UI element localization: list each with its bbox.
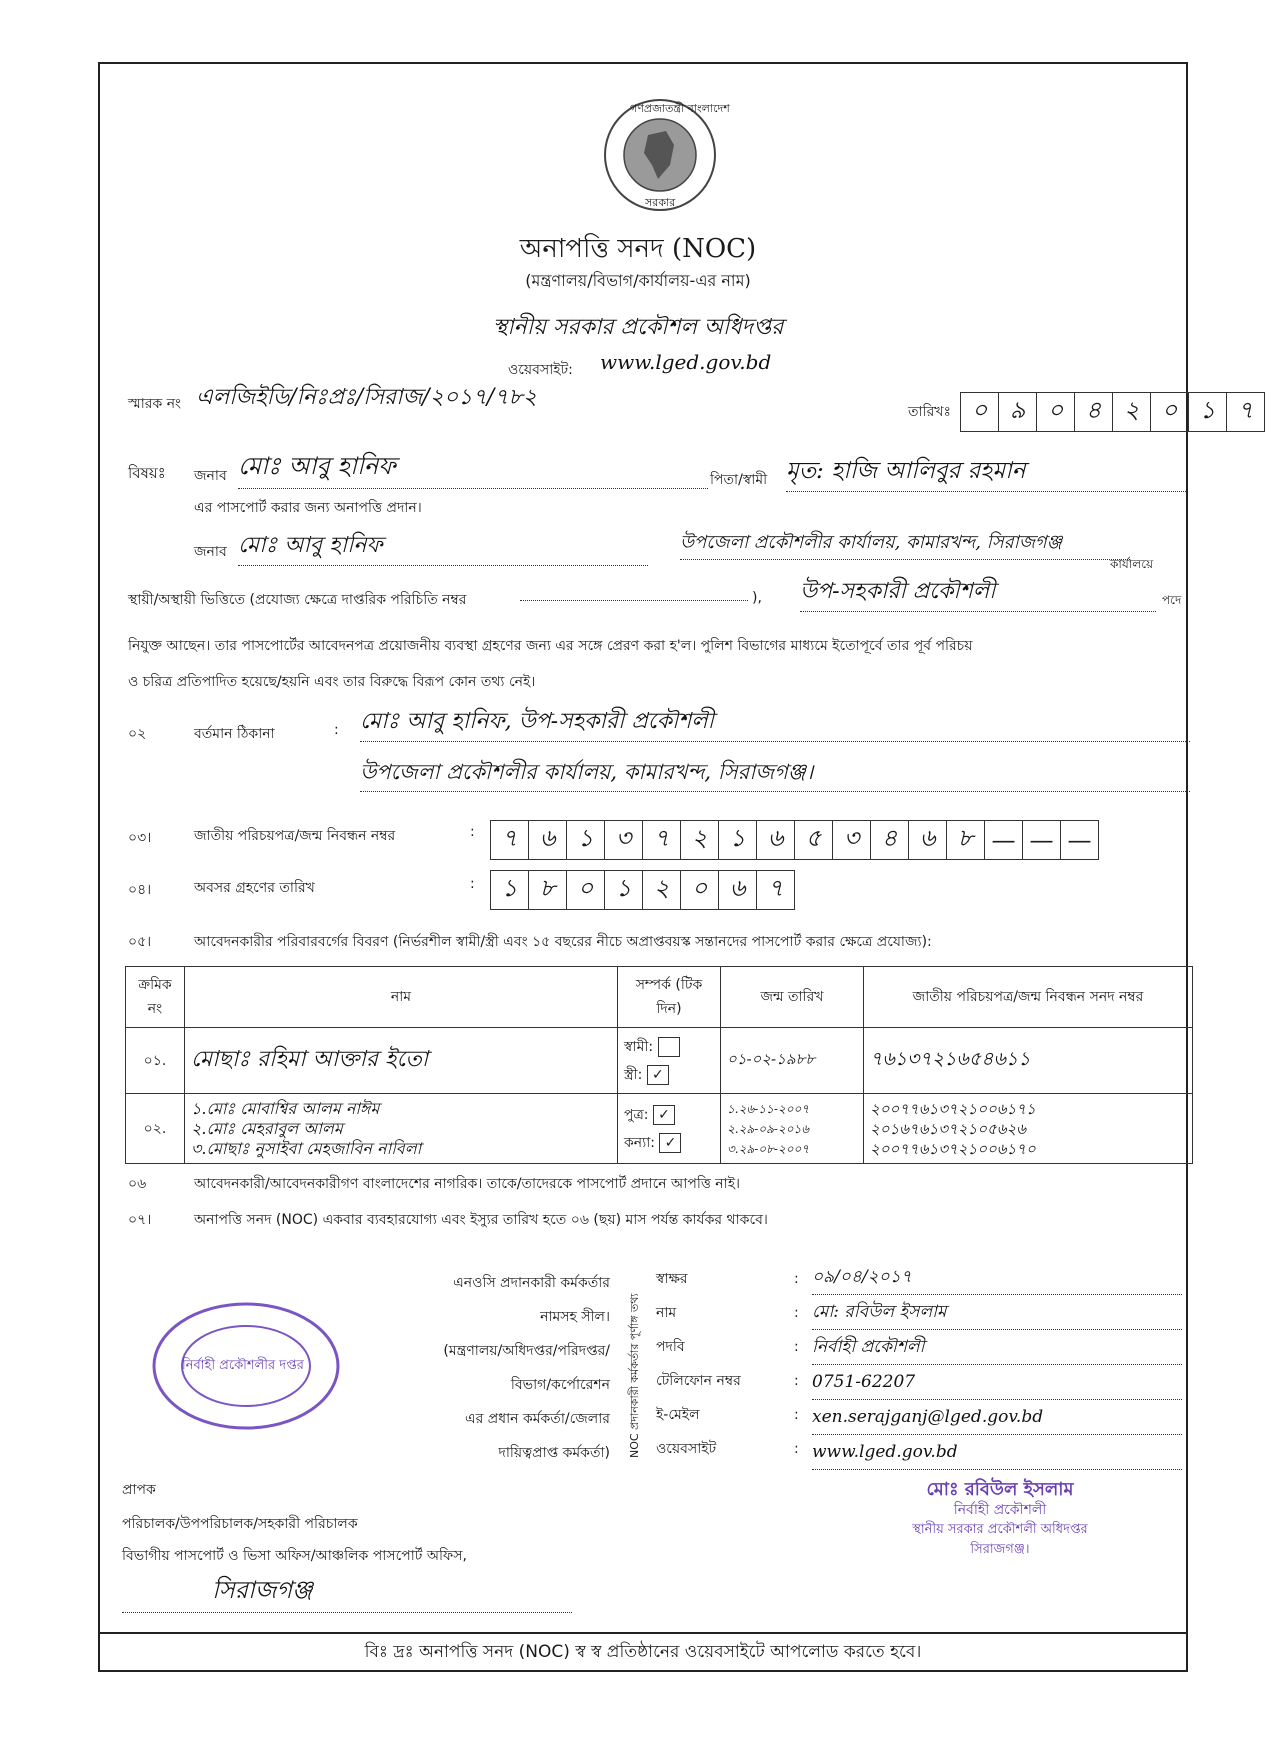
item-03-label: জাতীয় পরিচয়পত্র/জন্ম নিবন্ধন নম্বর bbox=[194, 828, 396, 844]
row-name: মোছাঃ রহিমা আক্তার ইতো bbox=[185, 1028, 618, 1094]
relation-checkbox[interactable] bbox=[658, 1037, 680, 1057]
row-relation bbox=[618, 1028, 721, 1094]
subject-line2: এর পাসপোর্ট করার জন্য অনাপত্তি প্রদান। bbox=[194, 500, 422, 516]
designation: উপ-সহকারী প্রকৌশলী bbox=[800, 574, 1156, 612]
body-name: মোঃ আবু হানিফ bbox=[238, 528, 648, 566]
office-suffix: কার্যালয়ে bbox=[1110, 557, 1154, 571]
nid-digit: ৭ bbox=[643, 821, 681, 859]
nid-digit: ২ bbox=[681, 821, 719, 859]
website-label: ওয়েবসাইট: bbox=[508, 362, 573, 378]
item-07-number: ০৭। bbox=[128, 1212, 152, 1228]
child-dob: ৩.২৯-০৮-২০০৭ bbox=[727, 1141, 810, 1156]
retirement-digit: ১ bbox=[605, 871, 643, 909]
nid-digit: ৪ bbox=[871, 821, 909, 859]
website-value: www.lged.gov.bd bbox=[600, 350, 772, 374]
name-stamp bbox=[850, 1480, 1150, 1560]
retirement-digit: ৬ bbox=[719, 871, 757, 909]
item-06-text: আবেদনকারী/আবেদনকারীগণ বাংলাদেশের নাগরিক। তাকে/তাদেরকে পাসপোর্ট প্রদানে আপত্তি নাই। bbox=[194, 1176, 741, 1192]
recipient-line-2: বিভাগীয় পাসপোর্ট ও ভিসা অফিস/আঞ্চলিক পাসপোর্ট অফিস, bbox=[122, 1548, 467, 1564]
footer-note: বিঃ দ্রঃ অনাপত্তি সনদ (NOC) স্ব স্ব প্রতিষ্ঠানের ওয়েবসাইটে আপলোড করতে হবে। bbox=[100, 1632, 1186, 1672]
child-name: ১.মোঃ মোবাশ্বির আলম নাঈম bbox=[191, 1098, 380, 1118]
retirement-date-boxes bbox=[490, 870, 795, 910]
table-row bbox=[126, 1028, 1193, 1094]
date-digit: ২ bbox=[1113, 393, 1151, 431]
field-label: পদবি bbox=[656, 1339, 685, 1355]
address-line-2: উপজেলা প্রকৌশলীর কার্যালয়, কামারখন্দ, সিরাজগঞ্জ। bbox=[360, 756, 1190, 792]
memo-number: এলজিইডি/নিঃপ্রঃ/সিরাজ/২০১৭/৭৮২ bbox=[196, 385, 538, 410]
nid-digit: — bbox=[1023, 821, 1061, 859]
officer-field-values bbox=[812, 1260, 1182, 1470]
col-nid: জাতীয় পরিচয়পত্র/জন্ম নিবন্ধন সনদ নম্বর bbox=[864, 967, 1193, 1028]
table-row bbox=[126, 1094, 1193, 1164]
vertical-officer-label: NOC প্রদানকারী কর্মকর্তার পূর্ণাঙ্গ তথ্য bbox=[628, 1293, 641, 1458]
retirement-digit: ৭ bbox=[767, 874, 784, 902]
col-dob: জন্ম তারিখ bbox=[721, 967, 864, 1028]
field-label: স্বাক্ষর bbox=[656, 1271, 688, 1287]
date-label: তারিখঃ bbox=[908, 404, 951, 420]
relation-label: কন্যা: bbox=[624, 1134, 655, 1151]
retirement-digit: ২ bbox=[643, 871, 681, 909]
officer-info-left bbox=[380, 1266, 610, 1470]
email-value: xen.serajganj@lged.gov.bd bbox=[812, 1400, 1182, 1435]
post-suffix: পদে bbox=[1162, 593, 1182, 607]
memo-label: স্মারক নং bbox=[128, 396, 182, 412]
field-label: টেলিফোন নম্বর bbox=[656, 1373, 741, 1389]
row-serial: ০১. bbox=[126, 1028, 185, 1094]
relation-checkbox[interactable]: ✓ bbox=[659, 1133, 681, 1153]
body-office: উপজেলা প্রকৌশলীর কার্যালয়, কামারখন্দ, সিরাজগঞ্জ bbox=[680, 528, 1130, 560]
nid-digit: ১ bbox=[719, 821, 757, 859]
paragraph-2: ও চরিত্র প্রতিপাদিত হয়েছে/হয়নি এবং তার বিরুদ্ধে বিরূপ কোন তথ্য নেই। bbox=[128, 674, 536, 690]
officer-info-line: এনওসি প্রদানকারী কর্মকর্তার bbox=[453, 1275, 610, 1291]
item-04-label: অবসর গ্রহণের তারিখ bbox=[194, 880, 315, 896]
phone-value: 0751-62207 bbox=[812, 1365, 1182, 1400]
child-nid: ২০০৭৭৬১৩৭২১০০৬১৭০ bbox=[870, 1139, 1036, 1158]
child-nid: ২০০৭৭৬১৩৭২১০০৬১৭১ bbox=[870, 1099, 1036, 1118]
officer-info-line: এর প্রধান কর্মকর্তা/জেলার bbox=[464, 1411, 610, 1427]
officer-info-line: (মন্ত্রণালয়/অধিদপ্তর/পরিদপ্তর/ bbox=[443, 1343, 610, 1359]
stamp-city: সিরাজগঞ্জ। bbox=[970, 1542, 1030, 1557]
relation-checkbox[interactable]: ✓ bbox=[647, 1065, 669, 1085]
nid-digit: ১ bbox=[567, 821, 605, 859]
seal-bottom-text: সরকার bbox=[645, 196, 676, 209]
relation-label: স্ত্রী: bbox=[624, 1066, 643, 1083]
row-relation bbox=[618, 1094, 721, 1164]
col-relation: সম্পর্ক (টিক দিন) bbox=[618, 967, 721, 1028]
row-serial: ০২. bbox=[126, 1094, 185, 1164]
recipient-label: প্রাপক bbox=[122, 1482, 156, 1498]
officer-info-line: বিভাগ/কর্পোরেশন bbox=[510, 1377, 610, 1393]
item-03-number: ০৩। bbox=[128, 830, 152, 846]
nid-digit: ৭ bbox=[491, 821, 529, 859]
nid-digit: ৩ bbox=[833, 821, 871, 859]
row-nids bbox=[864, 1094, 1193, 1164]
retirement-digit: ১ bbox=[491, 871, 529, 909]
nid-boxes bbox=[490, 820, 1099, 860]
child-dob: ১.২৬-১১-২০০৭ bbox=[727, 1101, 810, 1116]
table-header-row bbox=[126, 967, 1193, 1028]
item-02-number: ০২ bbox=[128, 726, 147, 742]
date-digit: ০ bbox=[1037, 393, 1075, 431]
nid-digit: ৬ bbox=[757, 821, 795, 859]
relation-label: পুত্র: bbox=[624, 1106, 649, 1123]
family-table bbox=[125, 966, 1193, 1164]
item-05-number: ০৫। bbox=[128, 934, 152, 950]
child-dob: ২.২৯-০৯-২০১৬ bbox=[727, 1121, 810, 1136]
stamp-office: স্থানীয় সরকার প্রকৌশলী অধিদপ্তর bbox=[912, 1522, 1088, 1537]
date-digit: ০ bbox=[961, 393, 999, 431]
nid-digit: ৮ bbox=[947, 821, 985, 859]
subject-name: মোঃ আবু হানিফ bbox=[238, 448, 708, 489]
col-name: নাম bbox=[185, 967, 618, 1028]
body-janab: জনাব bbox=[194, 544, 227, 560]
seal-top-text: গণপ্রজাতন্ত্রী বাংলাদেশ bbox=[630, 102, 730, 115]
designation-value: নির্বাহী প্রকৌশলী bbox=[812, 1330, 1182, 1365]
recipient-city: সিরাজগঞ্জ bbox=[122, 1572, 572, 1613]
recipient-line-1: পরিচালক/উপপরিচালক/সহকারী পরিচালক bbox=[122, 1516, 358, 1532]
row-names bbox=[185, 1094, 618, 1164]
paragraph-1: নিযুক্ত আছেন। তার পাসপোর্টের আবেদনপত্র প্রয়োজনীয় ব্যবস্থা গ্রহণের জন্য এর সঙ্গে প্রেরণ করা হ'ল। পুলিশ বিভাগের মাধ্যমে ইতোপূর্বে তার পূর্ব পরিচয় bbox=[128, 638, 973, 654]
item-02-label: বর্তমান ঠিকানা bbox=[194, 726, 275, 742]
signature-value: ০৯/০৪/২০১৭ bbox=[812, 1260, 1182, 1295]
date-digit: ৭ bbox=[1237, 396, 1254, 424]
retirement-digit: ০ bbox=[681, 871, 719, 909]
item-05-label: আবেদনকারীর পরিবারবর্গের বিবরণ (নির্ভরশীল স্বামী/স্ত্রী এবং ১৫ বছরের নীচে অপ্রাপ্তবয়স্ক সন্তানদের পাসপোর্ট করার ক্ষেত্রে প্রযোজ্য): bbox=[194, 934, 932, 950]
official-id-blank bbox=[520, 600, 748, 601]
row-dob: ০১-০২-১৯৮৮ bbox=[721, 1028, 864, 1094]
page-title: অনাপত্তি সনদ (NOC) bbox=[519, 234, 757, 264]
round-stamp-text: নির্বাহী প্রকৌশলীর দপ্তর bbox=[182, 1358, 304, 1373]
item-06-number: ০৬ bbox=[128, 1176, 147, 1192]
relation-checkbox[interactable]: ✓ bbox=[653, 1105, 675, 1125]
father-value: মৃত: হাজি আলিবুর রহমান bbox=[786, 452, 1186, 492]
row-dobs bbox=[721, 1094, 864, 1164]
nid-digit: ৬ bbox=[529, 821, 567, 859]
officer-field-labels bbox=[656, 1262, 741, 1466]
relation-label: স্বামী: bbox=[624, 1038, 654, 1055]
permanent-label: স্থায়ী/অস্থায়ী ভিত্তিতে (প্রযোজ্য ক্ষেত্রে দাপ্তরিক পরিচিতি নম্বর bbox=[128, 592, 467, 608]
father-label: পিতা/স্বামী bbox=[710, 472, 768, 488]
nid-digit: ৬ bbox=[909, 821, 947, 859]
nid-digit: ৩ bbox=[605, 821, 643, 859]
officer-info-line: নামসহ সীল। bbox=[540, 1309, 610, 1325]
date-digit: ৯ bbox=[999, 393, 1037, 431]
nid-digit: ৫ bbox=[795, 821, 833, 859]
nid-digit: — bbox=[985, 821, 1023, 859]
date-digit: ৪ bbox=[1075, 393, 1113, 431]
office-name: স্থানীয় সরকার প্রকৌশল অধিদপ্তর bbox=[492, 315, 784, 340]
page-subtitle: (মন্ত্রণালয়/বিভাগ/কার্যালয়-এর নাম) bbox=[525, 271, 751, 290]
address-line-1: মোঃ আবু হানিফ, উপ-সহকারী প্রকৌশলী bbox=[360, 704, 1190, 742]
officer-info-line: দায়িত্বপ্রাপ্ত কর্মকর্তা) bbox=[498, 1445, 610, 1461]
child-name: ২.মোঃ মেহরাবুল আলম bbox=[191, 1118, 343, 1138]
officer-name-value: মো: রবিউল ইসলাম bbox=[812, 1295, 1182, 1330]
retirement-digit: ৮ bbox=[529, 871, 567, 909]
stamp-designation: নির্বাহী প্রকৌশলী bbox=[953, 1502, 1047, 1518]
field-label: নাম bbox=[656, 1305, 677, 1321]
item-07-text: অনাপত্তি সনদ (NOC) একবার ব্যবহারযোগ্য এবং ইস্যুর তারিখ হতে ০৬ (ছয়) মাস পর্যন্ত কার্যকর থাকবে। bbox=[194, 1212, 768, 1228]
col-serial: ক্রমিক নং bbox=[126, 967, 185, 1028]
stamp-name: মোঃ রবিউল ইসলাম bbox=[926, 1479, 1074, 1500]
date-digit: ১ bbox=[1189, 393, 1227, 431]
date-boxes bbox=[960, 392, 1265, 432]
field-label: ই-মেইল bbox=[656, 1407, 700, 1423]
child-nid: ২০১৬৭৬১৩৭২১০৫৬২৬ bbox=[870, 1119, 1026, 1138]
subject-label: বিষয়ঃ bbox=[128, 464, 166, 482]
field-label: ওয়েবসাইট bbox=[656, 1441, 717, 1457]
row-nid: ৭৬১৩৭২১৬৫৪৬১১ bbox=[864, 1028, 1193, 1094]
item-04-number: ০৪। bbox=[128, 882, 152, 898]
website-value: www.lged.gov.bd bbox=[812, 1435, 1182, 1470]
nid-digit: — bbox=[1067, 826, 1092, 854]
date-digit: ০ bbox=[1151, 393, 1189, 431]
child-name: ৩.মোছাঃ নুসাইবা মেহজাবিন নাবিলা bbox=[191, 1138, 422, 1158]
retirement-digit: ০ bbox=[567, 871, 605, 909]
subject-janab: জনাব bbox=[194, 468, 227, 484]
